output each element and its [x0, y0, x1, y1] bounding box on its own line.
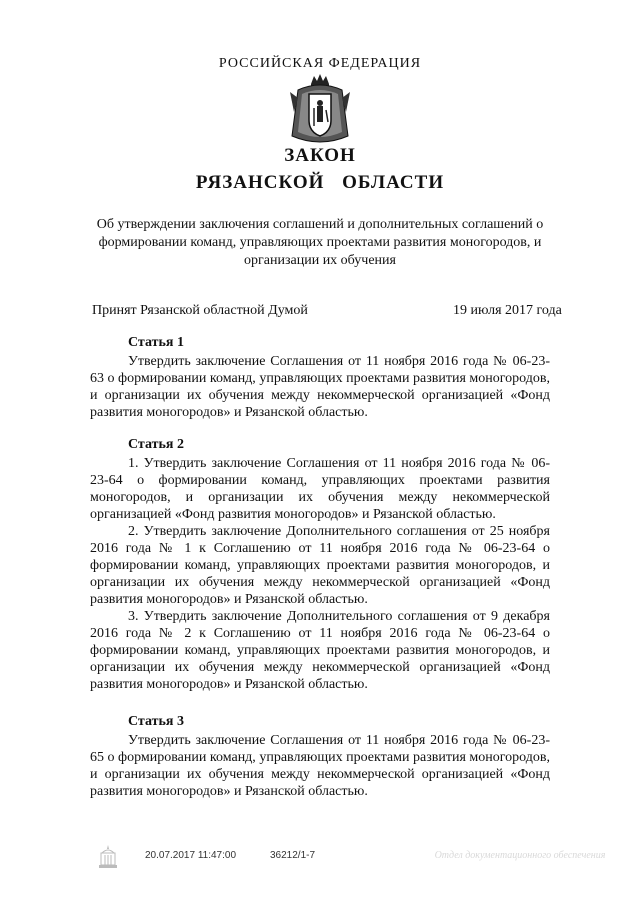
- law-title: [0, 142, 640, 196]
- article-paragraph: 1. Утвердить заключение Соглашения от 11 ноября 2016 года № 06-23-64 о формировании команд, управляющих проектами развития моногородов, и организации их обучения между некоммерческой организацией «Фонд развития моногородов» и Рязанской областью.: [90, 456, 550, 522]
- country-heading: РОССИЙСКАЯ ФЕДЕРАЦИЯ: [218, 56, 422, 71]
- adopted-by: Принят Рязанской областной Думой: [92, 303, 308, 318]
- building-logo-icon: [96, 843, 120, 871]
- article-3: [90, 713, 550, 800]
- article-paragraph: 2. Утвердить заключение Дополнительного соглашения от 25 ноября 2016 года № 1 к Соглашению от 11 ноября 2016 года № 06-23-64 о формировании команд, управляющих проектами развития моногородов, и организации их обучения между некоммерческой организацией «Фонд развития моногородов» и Рязанской областью.: [90, 524, 550, 607]
- article-paragraph: 3. Утвердить заключение Дополнительного соглашения от 9 декабря 2016 года № 2 к Соглашению от 11 ноября 2016 года № 06-23-64 о формировании команд, управляющих проектами развития моногородов, и организации их обучения между некоммерческой организацией «Фонд развития моногородов» и Рязанской областью.: [90, 609, 550, 692]
- ryazan-coat-of-arms-icon: [284, 72, 356, 148]
- law-title-line1: ЗАКОН: [284, 145, 356, 166]
- law-title-line2: РЯЗАНСКОЙ ОБЛАСТИ: [195, 172, 445, 193]
- footer-datetime: 20.07.2017 11:47:00: [145, 850, 237, 861]
- article-1: [90, 334, 550, 421]
- footer-reg-number: 36212/1-7: [270, 850, 316, 861]
- article-paragraph: Утвердить заключение Соглашения от 11 ноября 2016 года № 06-23-63 о формировании команд, управляющих проектами развития моногородов, и организации их обучения между некоммерческой организацией «Фонд развития моногородов» и Рязанской областью.: [90, 354, 550, 420]
- article-title: Статья 3: [128, 714, 184, 729]
- article-title: Статья 1: [128, 335, 184, 350]
- article-2: [90, 436, 550, 693]
- article-paragraph: Утвердить заключение Соглашения от 11 ноября 2016 года № 06-23-65 о формировании команд, управляющих проектами развития моногородов, и организации их обучения между некоммерческой организацией «Фонд развития моногородов» и Рязанской областью.: [90, 733, 550, 799]
- law-subject: Об утверждении заключения соглашений и дополнительных соглашений о формировании команд, управляющих проектами развития моногородов, и организации их обучения: [96, 217, 544, 268]
- department-stamp: Отдел документационного обеспечения: [434, 850, 606, 861]
- adoption-date: 19 июля 2017 года: [453, 303, 562, 318]
- article-title: Статья 2: [128, 437, 184, 452]
